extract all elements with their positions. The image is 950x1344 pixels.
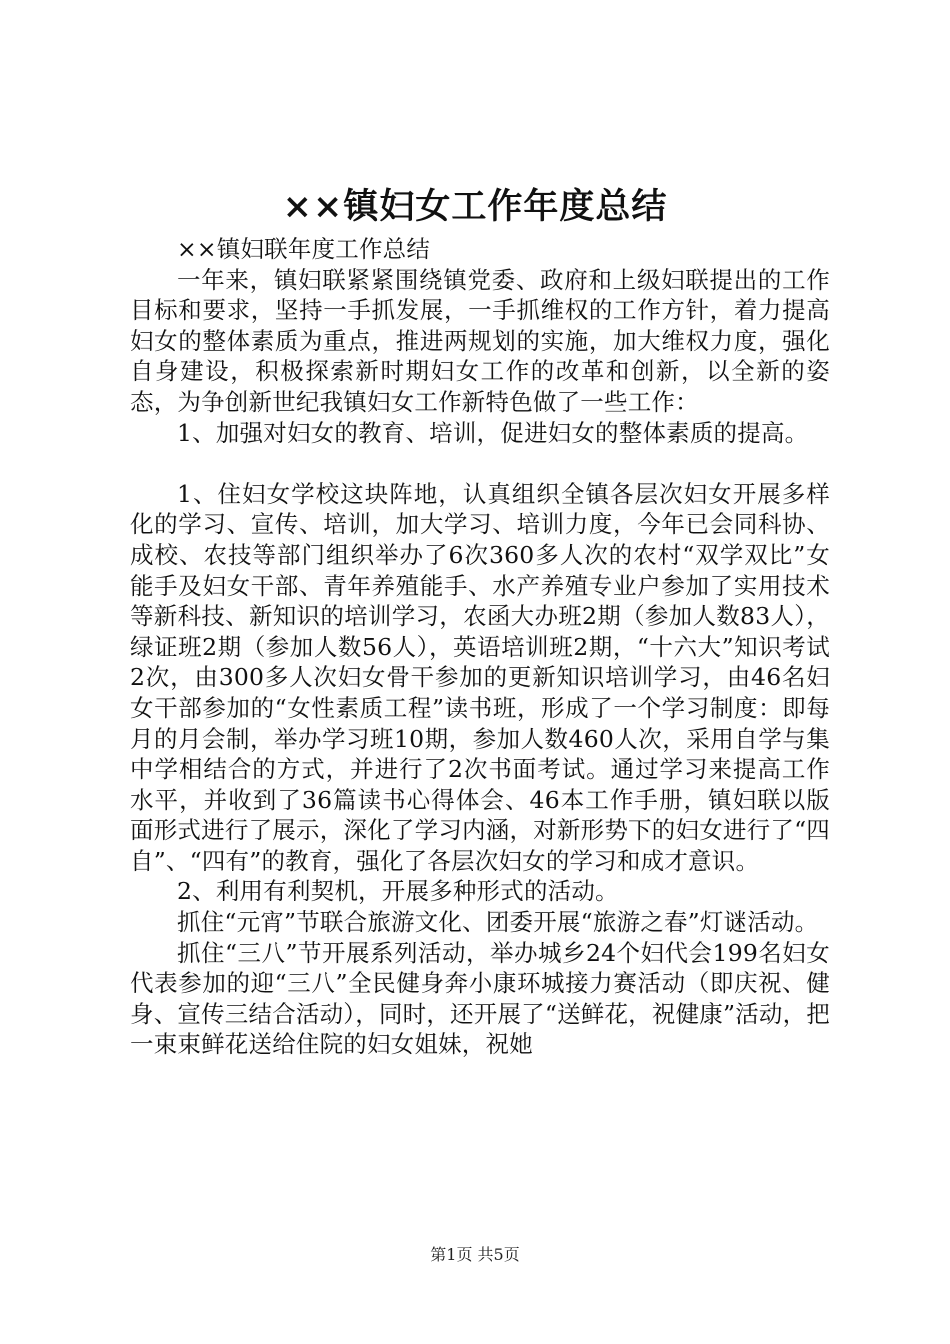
paragraph-womens-day: 抓住“三八”节开展系列活动，举办城乡24个妇代会199名妇女代表参加的迎“三八”全民健身奔小康环城接力赛活动（即庆祝、健身、宣传三结合活动），同时，还开展了“送鲜花，祝健康”活动，把一束束鲜花送给住院的妇女姐妹，祝她 [130, 938, 830, 1059]
paragraph-section-1-heading: 1、加强对妇女的教育、培训，促进妇女的整体素质的提高。 [177, 418, 809, 447]
paragraph-subtitle: ××镇妇联年度工作总结 [177, 235, 431, 263]
paragraph-lantern-festival: 抓住“元宵”节联合旅游文化、团委开展“旅游之春”灯谜活动。 [177, 908, 819, 937]
page-footer: 第1页 共5页 [430, 1245, 520, 1264]
page-title: ××镇妇女工作年度总结 [282, 186, 668, 227]
paragraph-section-2-heading: 2、利用有利契机，开展多种形式的活动。 [177, 877, 619, 906]
document-body [130, 234, 830, 1060]
paragraph-section-1-body: 1、住妇女学校这块阵地，认真组织全镇各层次妇女开展多样化的学习、宣传、培训，加大学习、培训力度，今年已会同科协、成校、农技等部门组织举办了6次360多人次的农村“双学双比”女能手及妇女干部、青年养殖能手、水产养殖专业户参加了实用技术等新科技、新知识的培训学习，农函大办班2期（参加人数83人），绿证班2期（参加人数56人），英语培训班2期，“十六大”知识考试2次，由300多人次妇女骨干参加的更新知识培训学习，由46名妇女干部参加的“女性素质工程”读书班，形成了一个学习制度：即每月的月会制，举办学习班10期，参加人数460人次，采用自学与集中学相结合的方式，并进行了2次书面考试。通过学习来提高工作水平，并收到了36篇读书心得体会、46本工作手册，镇妇联以版面形式进行了展示，深化了学习内涵，对新形势下的妇女进行了“四自”、“四有”的教育，强化了各层次妇女的学习和成才意识。 [130, 479, 830, 875]
paragraph-intro: 一年来，镇妇联紧紧围绕镇党委、政府和上级妇联提出的工作目标和要求，坚持一手抓发展，一手抓维权的工作方针，着力提高妇女的整体素质为重点，推进两规划的实施，加大维权力度，强化自身建设，积极探索新时期妇女工作的改革和创新，以全新的姿态，为争创新世纪我镇妇女工作新特色做了一些工作： [130, 265, 830, 416]
